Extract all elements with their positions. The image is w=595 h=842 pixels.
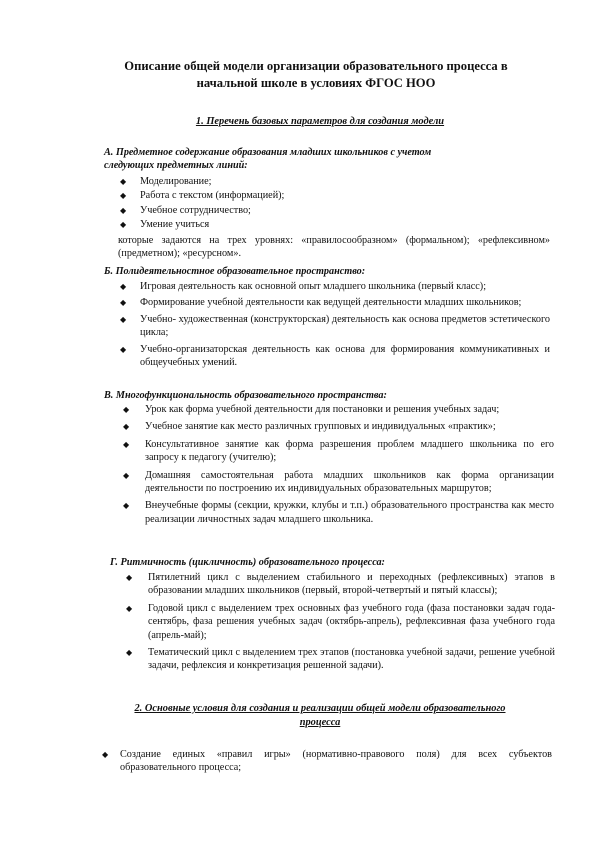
subsection-b-list xyxy=(120,280,550,369)
list-item: ◆ Формирование учебной деятельности как ведущей деятельности младших школьников; xyxy=(120,297,522,309)
subsection-a-heading-line-1: А. Предметное содержание образования младших школьников с учетом xyxy=(104,147,432,158)
subsection-g-list xyxy=(126,571,555,673)
bullet-icon: ◆ xyxy=(102,750,109,759)
bullet-icon: ◆ xyxy=(123,422,130,432)
subsection-a-list xyxy=(120,175,540,232)
bullet-icon: ◆ xyxy=(120,205,127,215)
subsection-v-heading: В. Многофункциональность образовательного пространства: xyxy=(104,390,387,401)
bullet-icon: ◆ xyxy=(123,405,130,414)
bullet-icon: ◆ xyxy=(123,470,130,480)
section-2-heading-line-2: процесса xyxy=(299,717,341,728)
bullet-icon: ◆ xyxy=(123,439,130,449)
bullet-icon: ◆ xyxy=(120,314,127,324)
list-item: ◆ Пятилетний цикл с выделением стабильного и переходных (рефлексивных) этапов в образовании младших школьников (первый, второй-четвертый и пятый классы); xyxy=(126,572,555,597)
list-item: ◆ Урок как форма учебной деятельности для постановки и решения учебных задач; xyxy=(123,404,500,415)
section-2-heading-line-1: 2. Основные условия для создания и реализации общей модели образовательного xyxy=(134,703,506,714)
bullet-icon: ◆ xyxy=(126,603,133,613)
list-item: ◆ Внеучебные формы (секции, кружки, клубы и т.п.) образовательного пространства как место реализации личностных задач младшего школьника. xyxy=(123,500,554,525)
subsection-b-heading: Б. Полидеятельностное образовательное пространство: xyxy=(104,266,366,277)
list-item: ◆ Тематический цикл с выделением трех этапов (постановка учебной задачи, решение учебной задачи, рефлексия и конкретизация решенной задачи). xyxy=(126,647,555,672)
subsection-g-heading: Г. Ритмичность (цикличность) образовательного процесса: xyxy=(110,557,385,568)
bullet-icon: ◆ xyxy=(120,219,127,229)
document-title xyxy=(96,58,536,92)
subsection-a-heading-line-2: следующих предметных линий: xyxy=(104,160,248,172)
subsection-a-note: которые задаются на трех уровнях: «правилосообразном» (формальном); «рефлексивном» (предметном); «ресурсном». xyxy=(118,235,550,260)
list-item: ◆ Учебное сотрудничество; xyxy=(120,204,251,216)
bullet-icon: ◆ xyxy=(126,573,133,582)
list-item: ◆ Игровая деятельность как основной опыт младшего школьника (первый класс); xyxy=(120,281,487,292)
list-item: ◆ Создание единых «правил игры» (нормативно-правового поля) для всех субъектов образовательного процесса; xyxy=(102,749,552,774)
subsection-a-heading xyxy=(104,146,550,173)
list-item: ◆ Моделирование; xyxy=(120,176,212,187)
list-item: ◆ Учебно-организаторская деятельность как основа для формирования коммуникативных и общеучебных умений. xyxy=(120,343,550,369)
list-item: ◆ Годовой цикл с выделением трех основных фаз учебного года (фаза постановки задач года-сентябрь, фаза решения учебных задач (октябрь-апрель), рефлексивная фаза учебного года (апрель-май); xyxy=(126,602,555,641)
bullet-icon: ◆ xyxy=(123,501,130,511)
bullet-icon: ◆ xyxy=(120,298,127,308)
bullet-icon: ◆ xyxy=(120,191,127,201)
bullet-icon: ◆ xyxy=(126,648,133,658)
bullet-icon: ◆ xyxy=(120,282,127,291)
list-item: ◆ Работа с текстом (информацией); xyxy=(120,190,285,202)
bullet-icon: ◆ xyxy=(120,177,127,186)
list-item: ◆ Консультативное занятие как форма разрешения проблем младшего школьника по его запросу к педагогу (учителю); xyxy=(123,438,554,464)
section-2-list xyxy=(102,748,552,775)
bullet-icon: ◆ xyxy=(120,344,127,354)
list-item: ◆ Домашняя самостоятельная работа младших школьников как форма организации деятельности по построению их индивидуальных образовательных маршрутов; xyxy=(123,469,554,495)
list-item: ◆ Умение учиться xyxy=(120,218,210,230)
title-line-1: Описание общей модели организации образовательного процесса в xyxy=(124,59,508,73)
title-line-2: начальной школе в условиях ФГОС НОО xyxy=(196,76,436,90)
section-2-heading xyxy=(80,702,560,730)
list-item: ◆ Учебное занятие как место различных групповых и индивидуальных «практик»; xyxy=(123,421,496,433)
list-item: ◆ Учебно- художественная (конструкторская) деятельность как основа предметов эстетического цикла; xyxy=(120,313,550,339)
subsection-v-list xyxy=(123,403,554,526)
section-1-heading: 1. Перечень базовых параметров для создания модели xyxy=(195,116,445,127)
